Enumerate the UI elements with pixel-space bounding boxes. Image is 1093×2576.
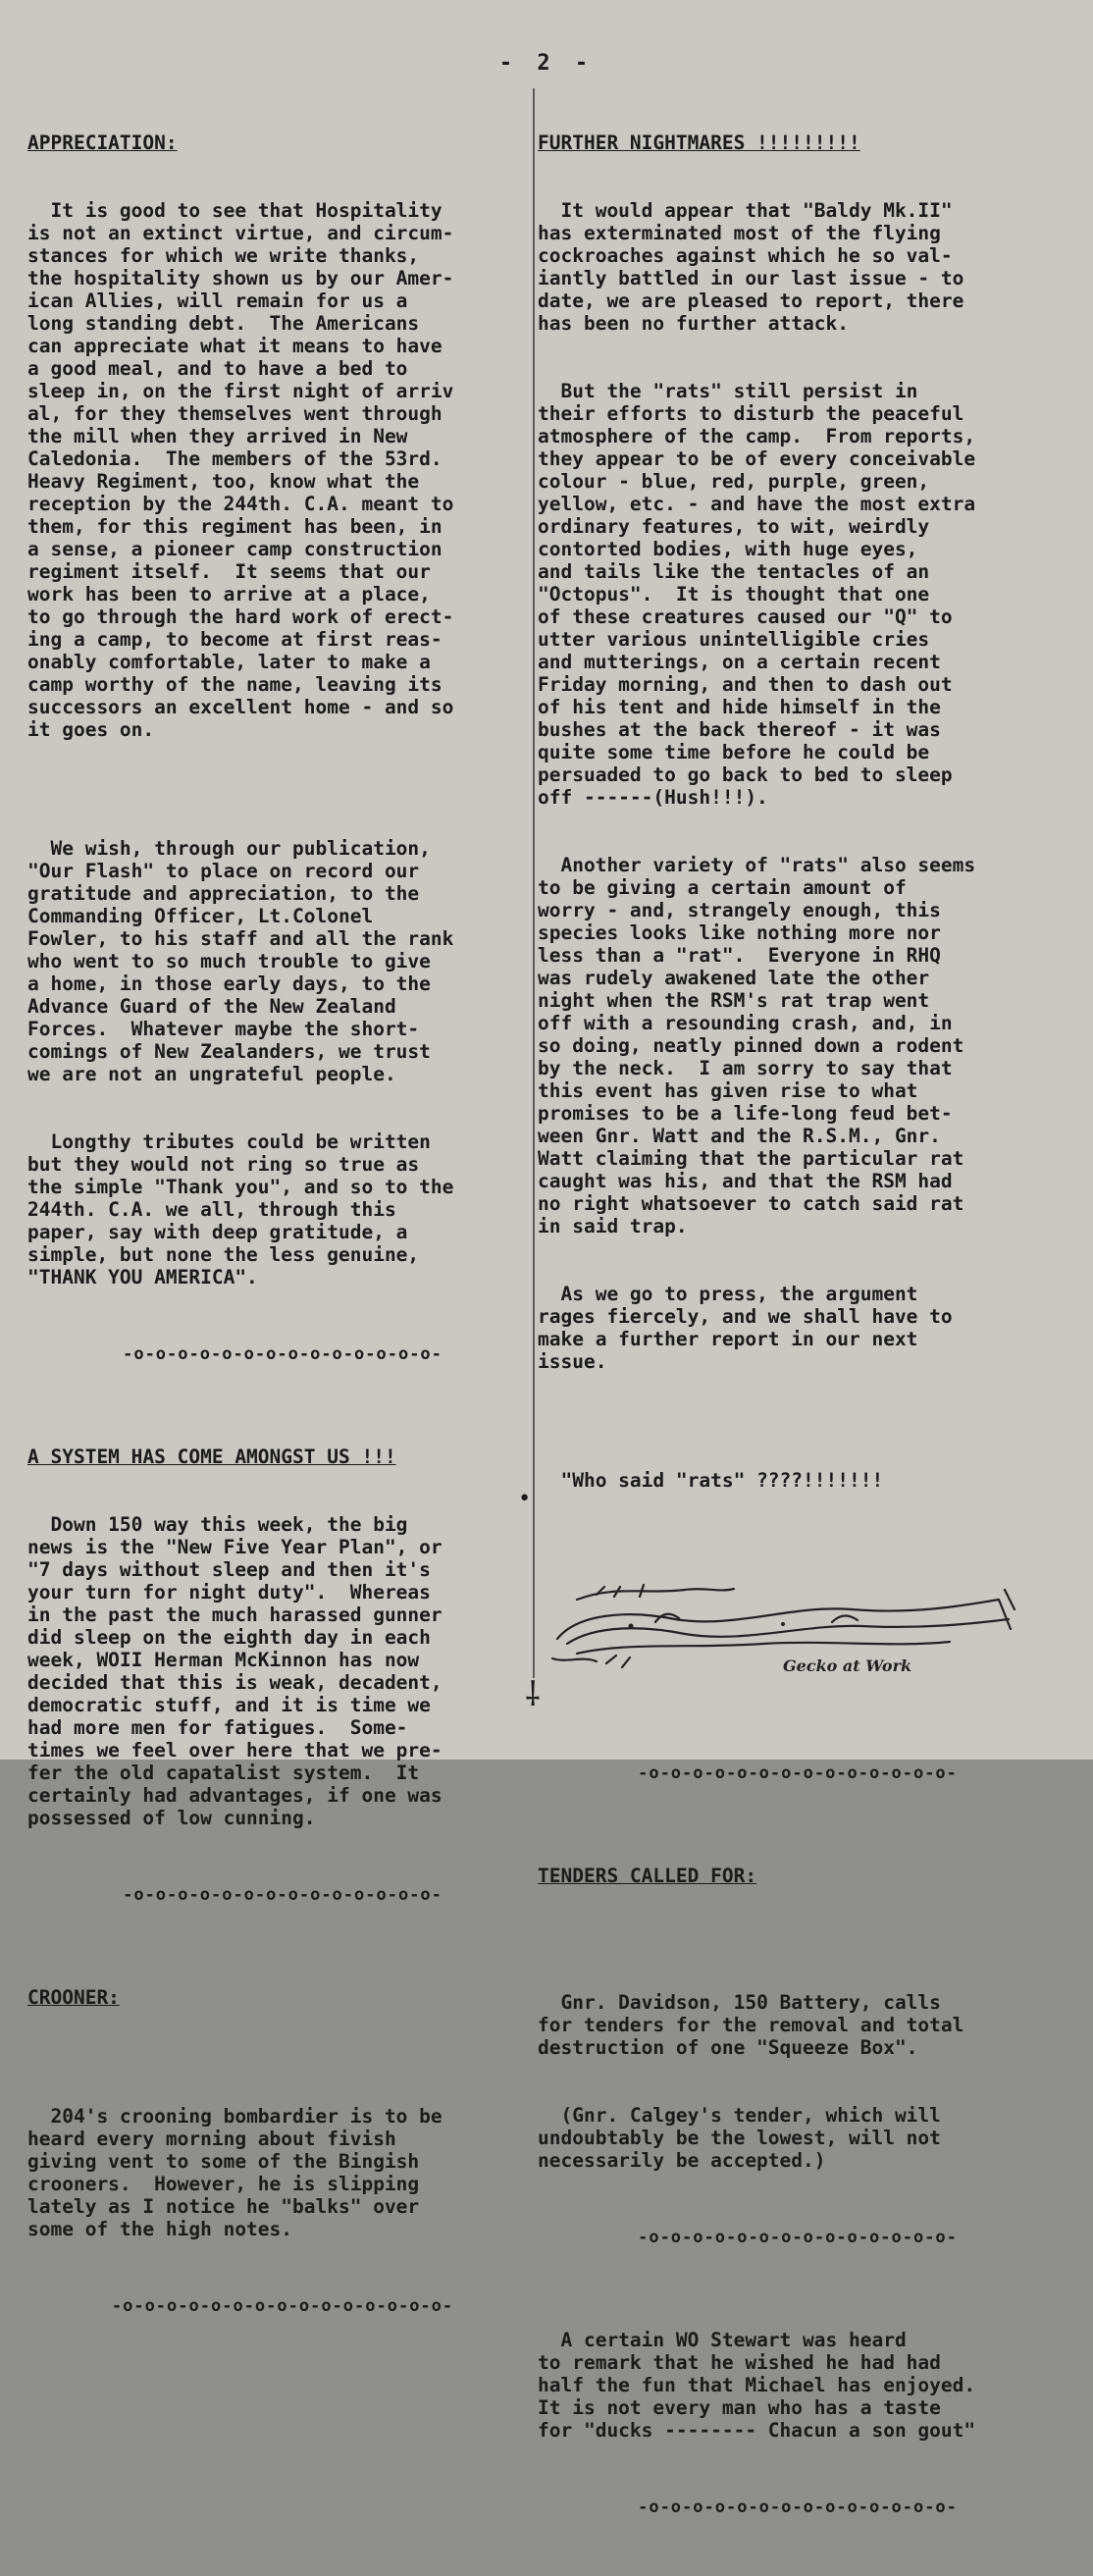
system-heading: A SYSTEM HAS COME AMONGST US !!! — [27, 1446, 396, 1468]
tenders-paragraph-2: (Gnr. Calgey's tender, which will undoubtably be the lowest, will not necessarily be accepted.) — [538, 2104, 941, 2172]
nightmares-paragraph-4: As we go to press, the argument rages fiercely, and we shall have to make a further report in our next issue. — [538, 1283, 953, 1373]
section-separator: -o-o-o-o-o-o-o-o-o-o-o-o-o-o- — [638, 2228, 958, 2247]
appreciation-paragraph-2: We wish, through our publication, "Our Flash" to place on record our gratitude and appreciation, to the Commanding Officer, Lt.Colonel Fowler, to his staff and all the rank who went to so much trouble to give a home, in those early days, to the Advance Guard of the New Zealand Forces. Whatever maybe the short- comings of New Zealanders, we trust we are not an ungrateful people. — [27, 837, 454, 1085]
nightmares-paragraph-2: But the "rats" still persist in their efforts to disturb the peaceful atmosphere of the camp. From reports, they appear to be of every conceivable colour - blue, red, purple, green, yellow, etc. - and have the most extra ordinary features, to wit, weirdly contorted bodies, with huge eyes, and tails like the tentacles of an "Octopus". It is thought that one of these creatures caused our "Q" to utter various unintelligible cries and mutterings, on a certain recent Friday morning, and then to dash out of his tent and hide himself in the bushes at the back thereof - it was quite some time before he could be persuaded to go back to bed to sleep off ------(Hush!!!). — [538, 380, 976, 809]
ink-dot: • — [518, 1487, 532, 1511]
nightmares-paragraph-5: "Who said "rats" ????!!!!!!! — [538, 1469, 884, 1492]
section-separator: -o-o-o-o-o-o-o-o-o-o-o-o-o-o- — [638, 1763, 958, 1783]
nightmares-paragraph-1: It would appear that "Baldy Mk.II" has exterminated most of the flying cockroaches against which he so val- iantly battled in our last issue - to date, we are pleased to report, there has been no further attack. — [538, 199, 964, 335]
gecko-sketch — [538, 1565, 1028, 1683]
system-paragraph-1: Down 150 way this week, the big news is the "New Five Year Plan", or "7 days without sleep and then it's your turn for night duty". Whereas in the past the much harassed gunner did sleep on the eighth day in each week, WOII Herman McKinnon has now decided that this is weak, decadent, democratic stuff, and it is time we had more men for fatigues. Some- times we feel over here that we pre- fer the old capatalist system. It certainly had advantages, if one was possessed of low cunning. — [27, 1513, 442, 1829]
appreciation-paragraph-3: Longthy tributes could be written but they would not ring so true as the simple "Thank you", and so to the 244th. C.A. we all, through this paper, say with deep gratitude, a simple, but none the less genuine, "THANK YOU AMERICA". — [27, 1130, 454, 1288]
closing-paragraph: A certain WO Stewart was heard to remark that he wished he had had half the fun that Michael has enjoyed. It is not every man who has a taste for "ducks -------- Chacun a son gout" — [538, 2329, 976, 2442]
nightmares-heading: FURTHER NIGHTMARES !!!!!!!!! — [538, 131, 860, 154]
section-separator: -o-o-o-o-o-o-o-o-o-o-o-o-o-o-o- — [111, 2296, 454, 2316]
crooner-paragraph-1: 204's crooning bombardier is to be heard every morning about fivish giving vent to some of the Bingish crooners. However, he is slipping lately as I notice he "balks" over some of the high notes. — [27, 2105, 442, 2240]
nightmares-paragraph-3: Another variety of "rats" also seems to be giving a certain amount of worry - and, strangely enough, this species looks like nothing more nor less than a "rat". Everyone in RHQ was rudely awakened late the other night when the RSM's rat trap went off with a resounding crash, and, in so doing, neatly pinned down a rodent by the neck. I am sorry to say that this event has given rise to what promises to be a life-long feud bet- ween Gnr. Watt and the R.S.M., Gnr. Watt claiming that the particular rat caught was his, and that the RSM had no right whatsoever to catch said rat in said trap. — [538, 854, 976, 1237]
left-column — [27, 86, 538, 2375]
section-separator: -o-o-o-o-o-o-o-o-o-o-o-o-o-o- — [123, 1344, 442, 1364]
appreciation-heading: APPRECIATION: — [27, 131, 178, 154]
ink-mark: ⸸ — [525, 1675, 541, 1714]
right-column — [538, 86, 1058, 2576]
tenders-heading: TENDERS CALLED FOR: — [538, 1865, 757, 1887]
crooner-heading: CROONER: — [27, 1986, 120, 2009]
page-number: - 2 - — [498, 51, 595, 76]
section-separator: -o-o-o-o-o-o-o-o-o-o-o-o-o-o- — [638, 2497, 958, 2517]
tenders-paragraph-1: Gnr. Davidson, 150 Battery, calls for tenders for the removal and total destruction of one "Squeeze Box". — [538, 1991, 964, 2059]
appreciation-paragraph-1: It is good to see that Hospitality is not an extinct virtue, and circum- stances for which we write thanks, the hospitality shown us by our Amer- ican Allies, will remain for us a long standing debt. The Americans can appreciate what it means to have a good meal, and to have a bed to sleep in, on the first night of arriv al, for they themselves went through the mill when they arrived in New Caledonia. The members of the 53rd. Heavy Regiment, too, know what the reception by the 244th. C.A. meant to them, for this regiment has been, in a sense, a pioneer camp construction regiment itself. It seems that our work has been to arrive at a place, to go through the hard work of erect- ing a camp, to become at first reas- onably comfortable, later to make a camp worthy of the name, leaving its successors an excellent home - and so it goes on. — [27, 199, 454, 741]
sketch-caption: Gecko at Work — [783, 1656, 912, 1675]
section-separator: -o-o-o-o-o-o-o-o-o-o-o-o-o-o- — [123, 1885, 442, 1905]
